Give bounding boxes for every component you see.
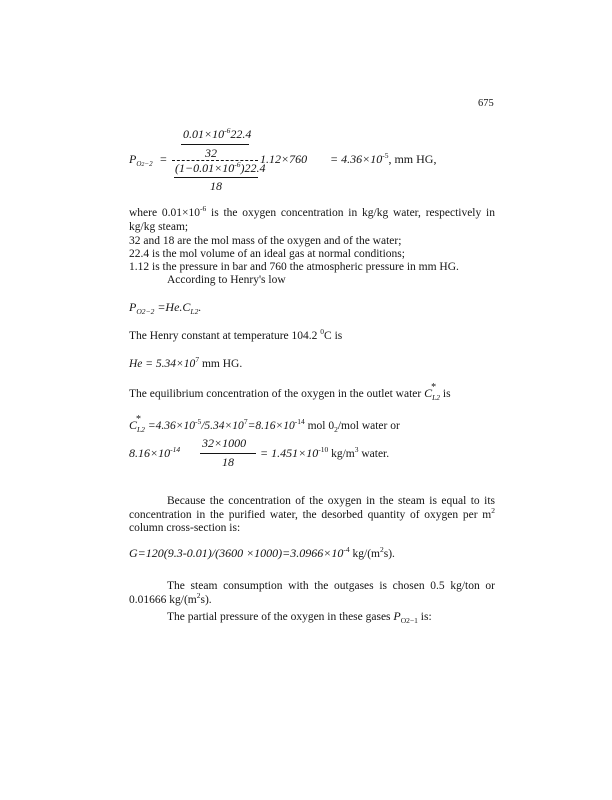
eq1-inner-bar-top — [181, 144, 249, 145]
henry-intro: According to Henry's low — [167, 274, 286, 286]
page-number: 675 — [478, 98, 494, 109]
henry-constant-value: $He = 5.34\times 10^7$ mm HG. — [129, 355, 243, 370]
because-paragraph: Because the concentration of the oxygen in the steam is equal to its concentration in the purified water, the desorbed quantity of oxygen per $m^2$ column cross-section is: — [129, 495, 495, 534]
eq1-lhs: $P_{O2-2}$ — [129, 152, 153, 168]
henry-constant-text: The Henry constant at temperature 104.2 $^0$C is — [129, 327, 343, 342]
eq1-denominator-bottom: 18 — [210, 179, 222, 193]
pressure-line: 1.12 is the pressure in bar and 760 the atmospheric pressure in mm HG. — [129, 261, 459, 273]
eq1-inner-bar-bottom — [174, 177, 258, 178]
eq1-tail: 1.12×760 — [260, 152, 308, 166]
eq2-bar — [200, 453, 256, 454]
desorbed-quantity-equation: $G=120(9.3-0.01)/(3600 \times 1000)=3.0966\times 10^{-4}$ $kg/(m^2s)$. — [129, 545, 395, 560]
concentration-line: C * $_{L2} =4.36\times 10^{-5}/5.34\times 10^7=8.16\times 10^{-14}$ mol $0_2$/mol water or — [129, 414, 400, 434]
henry-law-equation: $P_{O2-2} =He.C_{L2}$. — [129, 300, 202, 316]
eq1-result: = $4.36\times 10^{-5}$, mm HG, — [330, 151, 437, 166]
partial-pressure-text: The partial pressure of the oxygen in these gases $P_{O2-1}$ is: — [167, 609, 432, 625]
eq2-result: = $1.451\times 10^{-10}$ $kg/m^3$ water. — [260, 445, 390, 460]
eq1-numerator-top: $0.01\times 10^{-6}22.4$ — [183, 126, 252, 141]
eq1-numerator-bottom: 32 — [205, 146, 217, 160]
steam-consumption-paragraph: The steam consumption with the outgases is chosen 0.5 kg/ton or 0.01666 $kg/(m^2s)$. — [129, 580, 495, 606]
mol-volume-line: 22.4 is the mol volume of an ideal gas at normal conditions; — [129, 248, 405, 260]
where-paragraph: where $0.01\times 10^{-6}$ is the oxygen concentration in kg/kg water, respectively in kg/kg steam; — [129, 204, 495, 233]
equilibrium-text: The equilibrium concentration of the oxygen in the outlet water C * $_{L2}$ is — [129, 382, 451, 402]
eq1-denominator-top: $(1-0.01\times 10^{-6})22.4$ — [175, 160, 266, 175]
eq2-prefix: $8.16\times 10^{-14}$ — [129, 445, 181, 460]
eq2-denominator: 18 — [222, 455, 234, 469]
mol-mass-line: 32 and 18 are the mol mass of the oxygen and of the water; — [129, 235, 402, 247]
eq1-equals: = — [160, 152, 167, 166]
eq2-numerator: 32×1000 — [202, 436, 247, 450]
